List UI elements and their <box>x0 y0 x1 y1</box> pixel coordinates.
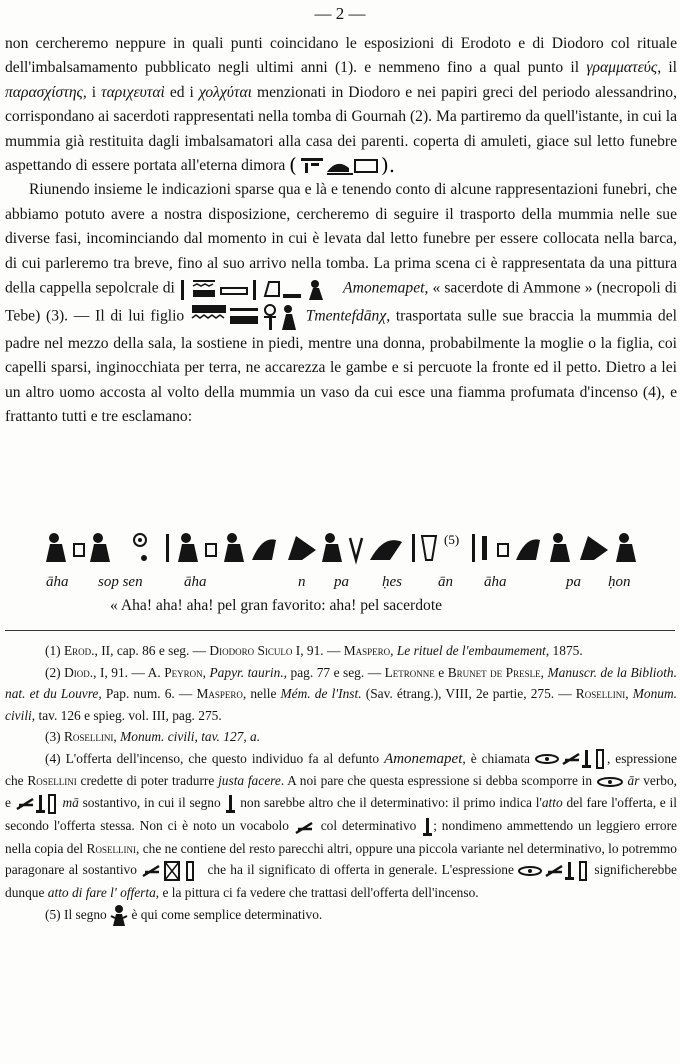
flame-vase-glyph <box>421 816 433 838</box>
hieroglyph-ma <box>15 793 59 815</box>
p1-text-a: non cercheremo neppure in quali punti coincidano le esposizioni di Erodoto e di Diodoro col rituale dell'imbalsamamento pubblicato negli ultimi anni (1). e nemmeno fino a qual punto il <box>5 35 677 77</box>
translit-word: āha <box>184 574 207 590</box>
note-text: credette di poter tradurre <box>80 773 215 789</box>
svg-text:(: ( <box>289 154 298 178</box>
greek-taricheutai: ταριχευταὶ <box>101 83 165 101</box>
note-text: del fare l'offerta, e il secondo l'offerta stessa. Non ci è noto un vocabolo <box>5 794 677 833</box>
footnotes <box>5 640 677 928</box>
translit-word: sop sen <box>98 574 143 590</box>
note-text: Il segno <box>63 906 107 922</box>
note-text: significherebbe dunque <box>5 862 677 901</box>
footnote-number: (1) <box>45 643 61 658</box>
note-text: L'offerta dell'incenso, che questo individuo fa al defunto <box>65 750 380 766</box>
arm-glyph <box>294 817 316 837</box>
note-text: , <box>113 729 121 744</box>
footnote-number: (5) <box>45 906 61 922</box>
hieroglyph-amonemapet <box>179 276 339 302</box>
p1-text-e: menzionati in Diodoro e nei papiri greci del periodo alessandrino, corrispondano ai sacerdoti rappresentati nella tomba di Gournah (2). Ma partiremo da quell'istante, in cui la mummia già restituita dagli imbalsamatori alla casa dei parenti. coperta di amuleti, giace sul letto funebre aspettando di essere portata all'eterna dimora <box>5 83 677 175</box>
p2-text-c: , trasportata sulle sue braccia la mummia del padre nel mezzo della sala, la sostiene in piedi, mentre una donna, probabilmente la moglie o la figlia, coi capelli sparsi, inginocchiata per terra, ne accarezza le gambe e si percuote la fronte ed il petto. Dietro a lei un altro uomo accosta al volto della mummia un vaso da cui esce una fiamma profumata d'incenso (4), e frattanto tutti e tre esclamano: <box>5 307 677 426</box>
author-name: Diodoro Siculo <box>209 643 293 658</box>
translit-word: āha <box>46 574 69 590</box>
eye-glyph <box>596 775 624 789</box>
note-text: , espressione che <box>5 750 677 789</box>
translit-word: ān <box>438 574 453 590</box>
greek-cholchytai: χολχύται <box>198 83 253 101</box>
note-text: sostantivo, in cui il segno <box>82 794 221 810</box>
p2-text-a: Riunendo insieme le indicazioni sparse qua e là e tenendo conto di alcune rappresentazioni funebri, che abbiamo potuto avere a nostra disposizione, cercheremo di seguire il trasporto della mummia nelle sue diverse fasi, incominciando dal momento in cui è levata dal letto funebre per essere collocata nella barca, di cui parleremo tra breve, fino al suo arrivo nella tomba. La prima scena ci è rappresentata da una pittura della cappella sepolcrale di <box>5 181 677 297</box>
author-name: Erod. <box>63 643 95 658</box>
work-title: Monum. civili <box>120 729 195 744</box>
translit-ma: mā <box>62 794 79 810</box>
author-name: Rosellini <box>63 729 114 744</box>
hieroglyph-dwelling-group <box>289 154 399 178</box>
author-name: Brunet de Presle <box>447 664 541 680</box>
hiero-note-marker: (5) <box>444 532 460 547</box>
translit-word: n <box>298 574 306 590</box>
note-text: , pag. 77 e seg. — <box>283 664 385 680</box>
hieroglyph-son-name <box>190 302 300 332</box>
translit-ar: ār <box>627 773 640 789</box>
author-name: Rosellini <box>27 773 77 789</box>
footnote-number: (4) <box>45 750 61 766</box>
p2-text-b: , « sacerdote di Ammone » (necropoli di Tebe) (3). — Il di lui figlio <box>5 279 677 325</box>
note-text: , II, cap. 86 e seg. — <box>94 643 210 658</box>
note-text: è qui come semplice determinativo. <box>131 906 323 922</box>
main-text <box>5 32 677 430</box>
flame-vase-glyph <box>224 793 236 815</box>
note-text: , e la pittura ci fa vedere che trattasi dell'offerta dell'incenso. <box>155 885 479 901</box>
footnote-number: (2) <box>45 664 61 680</box>
page-number: — 2 — <box>314 4 366 23</box>
seated-figure-glyph <box>46 533 436 562</box>
note-text: I, 91. — <box>292 643 344 658</box>
note-text: , <box>202 664 210 680</box>
work-title: Le rituel de l'embaumement <box>396 643 546 658</box>
author-name: Diod. <box>64 664 94 680</box>
author-name: Peyron <box>164 664 203 680</box>
name-amonemapet: Amonemapet <box>384 750 463 767</box>
footnote-divider <box>5 630 675 631</box>
name-tmentefdanch: Tmentefdānχ <box>305 307 387 325</box>
work-title: Manuscr. de la Biblioth. nat. et du Louvre <box>5 664 677 701</box>
hieroglyph-offering <box>141 860 203 882</box>
note-text: , I, 91. — A. <box>93 664 165 680</box>
translit-word: pa <box>334 574 349 590</box>
note-text: , che ne contiene del resto parecchi altri, oppure una piccola variante nel determinativo, lo potremmo paragonare al sostantivo <box>5 840 677 878</box>
work-title: Monum. civili <box>5 686 677 723</box>
translit-word: ḥes <box>382 574 402 590</box>
author-name: Rosellini <box>86 840 136 856</box>
translit-word: āha <box>484 574 507 590</box>
translit-word: pa <box>566 574 581 590</box>
footnote-1 <box>5 640 677 662</box>
footnote-4 <box>5 748 677 904</box>
note-text: , tav. 126 e spieg. vol. III, pag. 275. <box>31 707 222 723</box>
footnote-2 <box>5 662 677 727</box>
author-name: Maspero <box>343 643 391 658</box>
note-text: verbo, e <box>5 773 678 810</box>
hieroglyph-exclamation-line <box>40 530 640 566</box>
note-text: . A noi pare che questa espressione si debba scomporre in <box>280 773 593 789</box>
work-title: Papyr. taurin. <box>209 664 284 680</box>
greek-grammateus: γραμματεύς <box>586 59 658 77</box>
author-name: Maspero <box>196 686 243 701</box>
phrase-atto-offerta: atto di fare l' offerta <box>47 885 156 901</box>
note-text: , <box>540 664 548 680</box>
greek-paraschistes: παρασχίστης <box>5 83 83 101</box>
name-amonemapet: Amonemapet <box>343 279 425 297</box>
p1-text-b: , il <box>657 59 677 77</box>
note-text: , <box>625 686 633 701</box>
note-text: , <box>390 643 397 658</box>
note-text: non sarebbe altro che il determinativo: il primo indica l' <box>240 794 542 810</box>
note-text: , tav. 127, a. <box>194 729 261 744</box>
work-title: Mém. de l'Inst. <box>280 686 362 701</box>
note-text: , Pap. num. 6. — <box>98 686 197 701</box>
word-atto: atto <box>541 794 563 810</box>
p1-text-c: , i <box>82 83 102 101</box>
hieroglyph-ar-ma <box>518 860 590 882</box>
translit-word: ḥon <box>608 574 631 590</box>
paragraph-2 <box>5 178 677 429</box>
footnote-5 <box>5 904 677 928</box>
paragraph-1 <box>5 32 677 178</box>
note-text: e <box>434 664 448 680</box>
footnote-number: (3) <box>45 729 61 744</box>
note-text: , nelle <box>242 686 281 701</box>
p1-text-d: ed i <box>164 83 199 101</box>
author-name: Letronne <box>384 664 435 680</box>
author-name: Rosellini <box>575 686 626 701</box>
seated-figure-glyph <box>110 904 128 928</box>
note-text: (Sav. étrang.), VIII, 2e partie, 275. — <box>361 686 576 701</box>
note-text: che ha il significato di offerta in generale. L'espressione <box>207 862 514 878</box>
translation-line: « Aha! aha! aha! pel gran favorito: aha! pel sacerdote <box>110 597 443 614</box>
svg-text:).: ). <box>381 154 396 178</box>
note-text: col determinativo <box>320 817 417 833</box>
footnote-3 <box>5 726 677 748</box>
hieroglyph-ar-ma <box>535 748 607 770</box>
latin-phrase: justa facere <box>218 773 281 789</box>
note-text: , 1875. <box>545 643 583 658</box>
note-text: ; nondimeno ammettendo un leggiero errore nella copia del <box>5 817 677 856</box>
note-text: , è chiamata <box>462 750 530 766</box>
